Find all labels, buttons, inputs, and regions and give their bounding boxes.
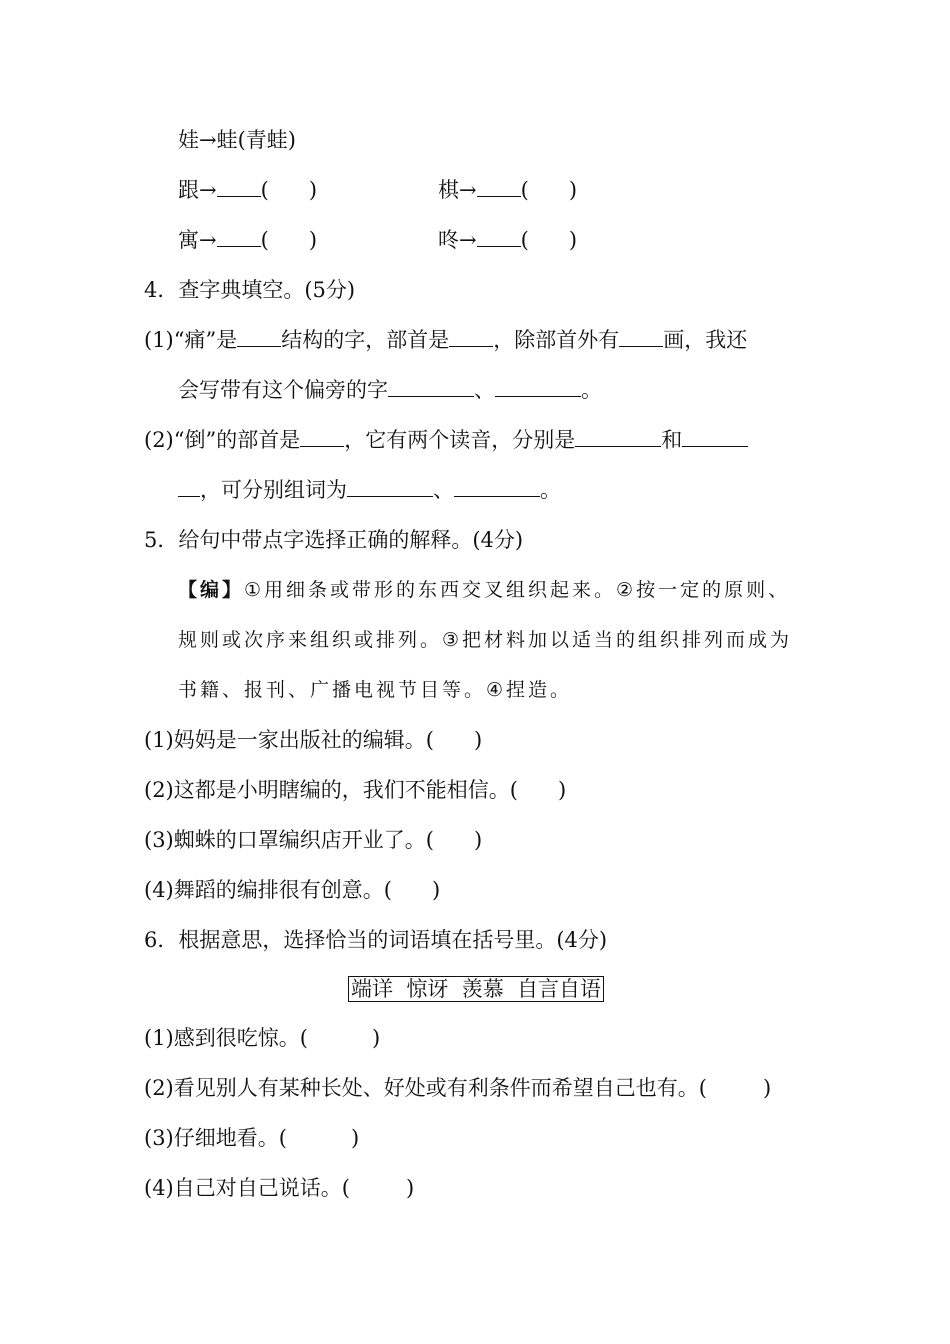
q6-item-3	[144, 1124, 359, 1152]
q5-item-2-text: (2)这都是小明瞎编的，我们不能相信。(	[144, 778, 518, 802]
q3-pair-3	[178, 226, 317, 254]
q5-definition-text-1: ①用细条或带形的东西交叉组织起来。②按一定的原则、	[244, 579, 791, 601]
q4-item-2-sep: 、	[433, 478, 454, 502]
q6-item-2	[144, 1074, 771, 1102]
q3-pair-4-blank[interactable]	[477, 226, 521, 247]
q5-item-4-close: )	[431, 878, 441, 902]
q5-item-4-text: (4)舞蹈的编排很有创意。(	[144, 878, 392, 902]
q3-pair-4-char: 咚→	[438, 228, 477, 252]
q4-item-2-line-2	[178, 476, 561, 504]
q4-item-2-blank-word-2[interactable]	[454, 476, 540, 497]
q6-item-1-close: )	[371, 1026, 381, 1050]
q4-item-1-blank-strokes[interactable]	[619, 326, 663, 347]
q6-item-3-text: (3)仔细地看。(	[144, 1126, 287, 1150]
q5-item-4	[144, 876, 440, 904]
q5-item-1-close: )	[473, 728, 483, 752]
q5-definition-line-1	[178, 576, 790, 604]
q4-item-2-blank-radical[interactable]	[300, 426, 344, 447]
q6-word-box: 端详 惊讶 羡慕 自言自语	[348, 976, 604, 1002]
q5-item-1-text: (1)妈妈是一家出版社的编辑。(	[144, 728, 434, 752]
q3-pair-4-open: (	[520, 228, 529, 252]
q4-item-2-line-1	[144, 426, 748, 454]
q6-item-3-close: )	[350, 1126, 360, 1150]
q6-item-4-close: )	[405, 1176, 415, 1200]
q4-item-2-text-c: 和	[661, 428, 683, 452]
q3-pair-2-char: 棋→	[438, 178, 477, 202]
q4-item-2-num: (2)	[144, 428, 174, 452]
q5-title: 5．给句中带点字选择正确的解释。(4分)	[144, 528, 524, 552]
q5-item-3-text: (3)蜘蛛的口罩编织店开业了。(	[144, 828, 434, 852]
q4-item-2-text-a: “倒”的部首是	[173, 428, 301, 452]
q3-pair-1-char: 跟→	[178, 178, 217, 202]
q5-definition-head: 【编】	[178, 579, 245, 601]
q6-item-2-close: )	[762, 1076, 772, 1100]
q3-example: 娃→蛙(青蛙)	[178, 128, 296, 152]
q6-item-4-text: (4)自己对自己说话。(	[144, 1176, 350, 1200]
q5-item-1	[144, 726, 482, 754]
q3-pair-2	[438, 176, 577, 204]
q3-pair-3-open: (	[260, 228, 269, 252]
q4-item-1-line2-text: 会写带有这个偏旁的字	[178, 378, 388, 402]
q3-pair-4-close: )	[568, 228, 578, 252]
q4-item-2-end: 。	[540, 478, 561, 502]
q4-title: 4．查字典填空。(5分)	[144, 278, 356, 302]
q3-pair-1	[178, 176, 317, 204]
q3-pair-1-blank[interactable]	[217, 176, 261, 197]
q5-definition-line-2: 规则或次序来组织或排列。③把材料加以适当的组织排列而成为	[178, 629, 793, 651]
q4-item-1-text-c: ，除部首外有	[493, 328, 620, 352]
q4-item-1-num: (1)	[144, 328, 174, 352]
q4-item-1-blank-char-1[interactable]	[388, 376, 474, 397]
q6-item-1-text: (1)感到很吃惊。(	[144, 1026, 308, 1050]
q4-item-2-blank-word-1[interactable]	[347, 476, 433, 497]
q5-item-3	[144, 826, 482, 854]
q5-definition-line-3: 书籍、报刊、广播电视节目等。④捏造。	[178, 679, 573, 701]
q4-item-2-blank-reading-2[interactable]	[682, 426, 748, 447]
q3-pair-3-close: )	[308, 228, 318, 252]
q4-item-1-sep: 、	[474, 378, 495, 402]
q4-item-1-line-2	[178, 376, 602, 404]
q6-item-1	[144, 1024, 380, 1052]
q4-item-2-text-b: ，它有两个读音，分别是	[344, 428, 576, 452]
q4-item-1-line-1	[144, 326, 747, 354]
q4-item-1-text-b: 结构的字，部首是	[281, 328, 450, 352]
q3-pair-3-char: 寓→	[178, 228, 217, 252]
q4-item-1-blank-structure[interactable]	[237, 326, 281, 347]
q4-item-1-blank-char-2[interactable]	[495, 376, 581, 397]
q3-pair-2-open: (	[520, 178, 529, 202]
q4-item-1-text-a: “痛”是	[173, 328, 238, 352]
q4-item-1-text-d: 画，我还	[663, 328, 748, 352]
q6-item-2-text: (2)看见别人有某种长处、好处或有利条件而希望自己也有。(	[144, 1076, 707, 1100]
q4-item-1-end: 。	[581, 378, 602, 402]
q4-item-2-blank-reading-2-cont[interactable]	[178, 476, 200, 497]
q5-item-2-close: )	[557, 778, 567, 802]
q5-item-2	[144, 776, 566, 804]
q3-pair-1-open: (	[260, 178, 269, 202]
q4-item-2-line2-text: ，可分别组词为	[200, 478, 347, 502]
q4-item-2-blank-reading-1[interactable]	[575, 426, 661, 447]
q3-pair-1-close: )	[308, 178, 318, 202]
q4-item-1-blank-radical[interactable]	[449, 326, 493, 347]
q6-title: 6．根据意思，选择恰当的词语填在括号里。(4分)	[144, 928, 608, 952]
q3-pair-2-blank[interactable]	[477, 176, 521, 197]
q5-item-3-close: )	[473, 828, 483, 852]
q3-pair-3-blank[interactable]	[217, 226, 261, 247]
q3-pair-2-close: )	[568, 178, 578, 202]
q6-word-box-row	[348, 975, 604, 1003]
q3-pair-4	[438, 226, 577, 254]
q6-item-4	[144, 1174, 414, 1202]
